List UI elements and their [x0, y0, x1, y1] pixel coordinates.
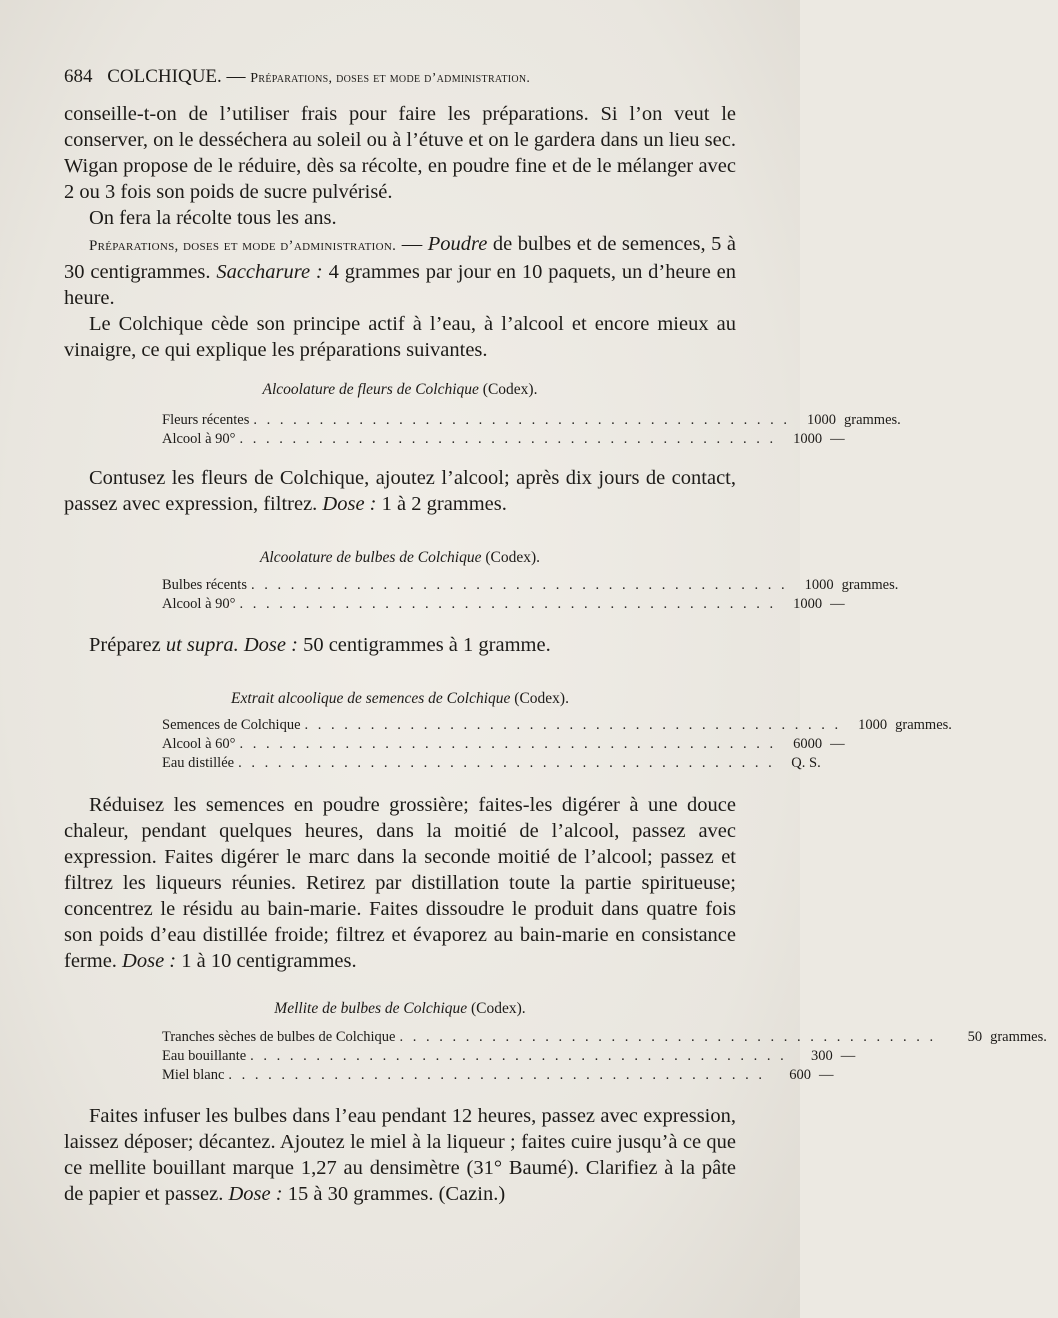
recipe-table: [162, 716, 952, 773]
paragraph-3: Préparations, doses et mode d’administration. — Poudre de bulbes et de semences, 5 à 30 centigrammes. Saccharure : 4 grammes par jour en 10 paquets, un d’heure en heure.: [64, 233, 736, 309]
recipe-row: Tranches sèches de bulbes de Colchique . . . . . . . . . . . . . . . . . . . . . . . . . . . . . . . . . . . . . . . . . 50 grammes.: [162, 1029, 1047, 1045]
paragraph-2: On fera la récolte tous les ans.: [89, 207, 337, 229]
term-poudre: Poudre: [427, 233, 488, 255]
recipe-title: Extrait alcoolique de semences de Colchique (Codex).: [231, 690, 569, 707]
paragraph-5: Contusez les fleurs de Colchique, ajoutez l’alcool; après dix jours de contact, passez avec expression, filtrez. Dose : 1 à 2 grammes.: [64, 467, 736, 515]
paragraph-8: Faites infuser les bulbes dans l’eau pendant 12 heures, passez avec expression, laissez déposer; décantez. Ajoutez le miel à la liqueur ; faites cuire jusqu’à ce que ce mellite bouillant marque 1,27 au densimètre (31° Baumé). Clarifiez à la pâte de papier et passez. Dose : 15 à 30 grammes. (Cazin.): [64, 1105, 736, 1205]
page-number: 684: [64, 66, 93, 87]
recipe-row: Eau distillée . . . . . . . . . . . . . . . . . . . . . . . . . . . . . . . . . . . . . . . . . Q. S.: [162, 755, 821, 771]
recipe-row: Alcool à 90° . . . . . . . . . . . . . . . . . . . . . . . . . . . . . . . . . . . . . . . . . 1000 —: [162, 596, 845, 612]
section-heading: Préparations, doses et mode d’administration.: [89, 238, 397, 254]
recipe-row: Miel blanc . . . . . . . . . . . . . . . . . . . . . . . . . . . . . . . . . . . . . . . . . 600 —: [162, 1067, 834, 1083]
paragraph-7: Réduisez les semences en poudre grossière; faites-les digérer à une douce chaleur, pendant quelques heures, dans la moitié de l’alcool, passez avec expression. Faites digérer le marc dans la seconde moitié de l’alcool; passez et filtrez les liqueurs réunies. Retirez par distillation toute la partie spiritueuse; concentrez le résidu au bain-marie. Faites dissoudre le produit dans quatre fois son poids d’eau distillée froide; filtrez et évaporez au bain-marie en consistance ferme. Dose : 1 à 10 centigrammes.: [64, 794, 736, 972]
recipe-row: Alcool à 60° . . . . . . . . . . . . . . . . . . . . . . . . . . . . . . . . . . . . . . . . . 6000 —: [162, 736, 845, 752]
recipe-table: [162, 1028, 1047, 1085]
paragraph-6: Préparez ut supra. Dose : 50 centigrammes à 1 gramme.: [89, 634, 551, 656]
header-title: COLCHIQUE.: [107, 66, 222, 87]
recipe-table: [162, 411, 901, 449]
paragraph-conservation: [64, 101, 736, 363]
recipe-row: Semences de Colchique . . . . . . . . . . . . . . . . . . . . . . . . . . . . . . . . . . . . . . . . . 1000 grammes.: [162, 717, 952, 733]
header-subtitle: Préparations, doses et mode d’administration.: [250, 71, 531, 86]
recipe-title: Mellite de bulbes de Colchique (Codex).: [274, 1000, 526, 1017]
recipe-row: Eau bouillante . . . . . . . . . . . . . . . . . . . . . . . . . . . . . . . . . . . . . . . . . 300 —: [162, 1048, 856, 1064]
recipe-row: Bulbes récents . . . . . . . . . . . . . . . . . . . . . . . . . . . . . . . . . . . . . . . . . 1000 grammes.: [162, 577, 899, 593]
running-header: [64, 66, 744, 88]
term-saccharure: Saccharure :: [216, 261, 323, 283]
recipe-title: Alcoolature de fleurs de Colchique (Codex).: [262, 381, 538, 398]
recipe-title: Alcoolature de bulbes de Colchique (Codex).: [259, 549, 541, 566]
recipe-row: Alcool à 90° . . . . . . . . . . . . . . . . . . . . . . . . . . . . . . . . . . . . . . . . . 1000 —: [162, 431, 845, 447]
recipe-table: [162, 576, 899, 614]
header-dash: —: [226, 66, 246, 87]
paragraph-1: conseille-t-on de l’utiliser frais pour faire les préparations. Si l’on veut le conserver, on le desséchera au soleil ou à l’étuve et on le gardera dans un lieu sec. Wigan propose de le réduire, dès sa récolte, en poudre fine et de le mélanger avec 2 ou 3 fois son poids de sucre pulvérisé.: [64, 103, 736, 203]
recipe-row: Fleurs récentes . . . . . . . . . . . . . . . . . . . . . . . . . . . . . . . . . . . . . . . . . 1000 grammes.: [162, 412, 901, 428]
paragraph-4: Le Colchique cède son principe actif à l’eau, à l’alcool et encore mieux au vinaigre, ce qui explique les préparations suivantes.: [64, 313, 736, 361]
